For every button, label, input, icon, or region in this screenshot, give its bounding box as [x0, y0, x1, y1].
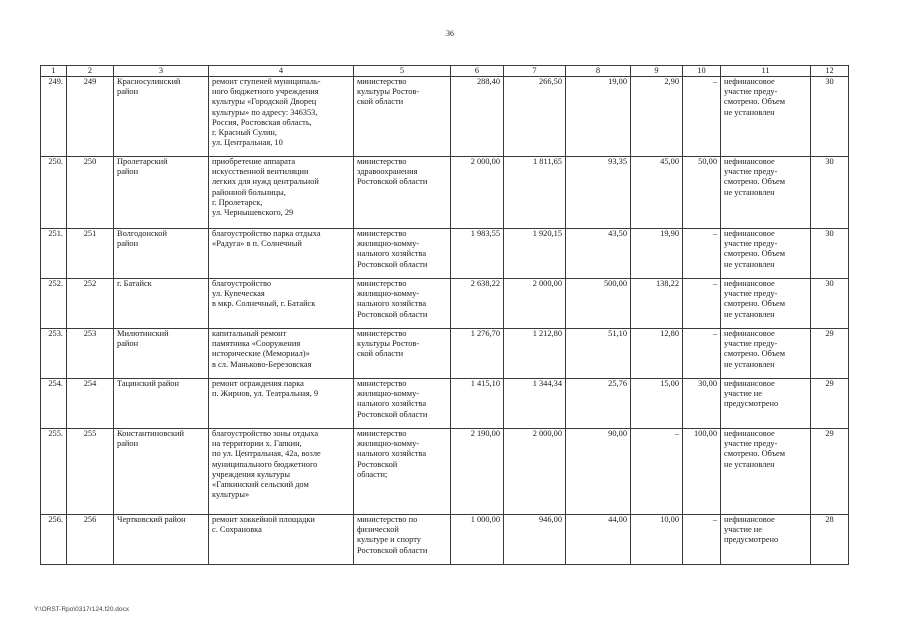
col-12-value: 29: [811, 429, 849, 515]
col-9-value: –: [631, 429, 683, 515]
table-row: [41, 279, 849, 329]
page-number: 36: [446, 29, 454, 38]
regional-budget: 946,00: [504, 515, 566, 565]
non-financial-participation: нефинансовое участие не предусмотрено: [721, 379, 811, 429]
local-budget: 25,76: [566, 379, 631, 429]
col-header: 1: [41, 66, 67, 77]
district: Тацинский район: [114, 379, 209, 429]
col-header: 11: [721, 66, 811, 77]
col-header: 10: [683, 66, 721, 77]
non-financial-participation: нефинансовое участие не предусмотрено: [721, 515, 811, 565]
non-financial-participation: нефинансовое участие преду- смотрено. Объем не установлен: [721, 429, 811, 515]
col-12-value: 30: [811, 157, 849, 229]
col-header: 5: [354, 66, 451, 77]
item-number: 251: [67, 229, 114, 279]
regional-budget: 1 212,80: [504, 329, 566, 379]
table-row: [41, 77, 849, 157]
project-description: благоустройство зоны отдыха на территории х. Гапкин, по ул. Центральная, 42а, возле муниципального бюджетного учреждения культуры «Гапкинский сельский дом культуры»: [209, 429, 354, 515]
col-header: 12: [811, 66, 849, 77]
item-number: 249: [67, 77, 114, 157]
responsible-ministry: министерство жилищно-комму- нального хозяйства Ростовской области: [354, 229, 451, 279]
col-header: 2: [67, 66, 114, 77]
col-header: 3: [114, 66, 209, 77]
local-budget: 44,00: [566, 515, 631, 565]
col-12-value: 28: [811, 515, 849, 565]
project-description: ремонт ступеней муниципаль- ного бюджетного учреждения культуры «Городской Дворец культуры» по адресу: 346353, Россия, Ростовская область, г. Красный Сулин, ул. Центральная, 10: [209, 77, 354, 157]
responsible-ministry: министерство жилищно-комму- нального хозяйства Ростовской области: [354, 279, 451, 329]
file-path-footer: Y:\ORST-Rpo\0317r124.f20.docx: [34, 606, 130, 613]
local-budget: 51,10: [566, 329, 631, 379]
regional-budget: 2 000,00: [504, 429, 566, 515]
responsible-ministry: министерство культуры Ростов- ской области: [354, 329, 451, 379]
col-10-value: 30,00: [683, 379, 721, 429]
non-financial-participation: нефинансовое участие преду- смотрено. Объем не установлен: [721, 157, 811, 229]
col-9-value: 15,00: [631, 379, 683, 429]
responsible-ministry: министерство здравоохранения Ростовской области: [354, 157, 451, 229]
col-header: 8: [566, 66, 631, 77]
responsible-ministry: министерство культуры Ростов- ской области: [354, 77, 451, 157]
total-amount: 2 000,00: [451, 157, 504, 229]
project-description: благоустройство парка отдыха «Радуга» в п. Солнечный: [209, 229, 354, 279]
responsible-ministry: министерство жилищно-комму- нального хозяйства Ростовской области: [354, 379, 451, 429]
col-9-value: 19,90: [631, 229, 683, 279]
regional-budget: 1 344,34: [504, 379, 566, 429]
non-financial-participation: нефинансовое участие преду- смотрено. Объем не установлен: [721, 329, 811, 379]
district: Константиновский район: [114, 429, 209, 515]
district: Чертковский район: [114, 515, 209, 565]
table-row: [41, 329, 849, 379]
non-financial-participation: нефинансовое участие преду- смотрено. Объем не установлен: [721, 279, 811, 329]
col-header: 6: [451, 66, 504, 77]
total-amount: 1 000,00: [451, 515, 504, 565]
regional-budget: 2 000,00: [504, 279, 566, 329]
non-financial-participation: нефинансовое участие преду- смотрено. Объем не установлен: [721, 229, 811, 279]
col-10-value: 100,00: [683, 429, 721, 515]
col-10-value: –: [683, 515, 721, 565]
col-9-value: 12,80: [631, 329, 683, 379]
district: г. Батайск: [114, 279, 209, 329]
district: Волгодонской район: [114, 229, 209, 279]
total-amount: 2 638,22: [451, 279, 504, 329]
col-10-value: –: [683, 77, 721, 157]
total-amount: 1 276,70: [451, 329, 504, 379]
col-10-value: –: [683, 329, 721, 379]
col-9-value: 138,22: [631, 279, 683, 329]
regional-budget: 1 811,65: [504, 157, 566, 229]
table-row: [41, 157, 849, 229]
item-number: 250: [67, 157, 114, 229]
local-budget: 90,00: [566, 429, 631, 515]
row-number: 255.: [41, 429, 67, 515]
table-row: [41, 429, 849, 515]
col-9-value: 45,00: [631, 157, 683, 229]
responsible-ministry: министерство по физической культуре и спорту Ростовской области: [354, 515, 451, 565]
column-number-row: [41, 66, 849, 77]
col-9-value: 2,90: [631, 77, 683, 157]
regional-budget: 1 920,15: [504, 229, 566, 279]
non-financial-participation: нефинансовое участие преду- смотрено. Объем не установлен: [721, 77, 811, 157]
project-description: благоустройство ул. Купеческая в мкр. Солнечный, г. Батайск: [209, 279, 354, 329]
row-number: 250.: [41, 157, 67, 229]
row-number: 251.: [41, 229, 67, 279]
table-row: [41, 515, 849, 565]
item-number: 254: [67, 379, 114, 429]
local-budget: 500,00: [566, 279, 631, 329]
responsible-ministry: министерство жилищно-комму- нального хозяйства Ростовской области;: [354, 429, 451, 515]
item-number: 255: [67, 429, 114, 515]
total-amount: 1 415,10: [451, 379, 504, 429]
item-number: 253: [67, 329, 114, 379]
row-number: 252.: [41, 279, 67, 329]
col-12-value: 29: [811, 379, 849, 429]
local-budget: 19,00: [566, 77, 631, 157]
district: Милютинский район: [114, 329, 209, 379]
col-12-value: 30: [811, 77, 849, 157]
project-description: приобретение аппарата искусственной вентиляции легких для нужд центральной районной больницы, г. Пролетарск, ул. Чернышевского, 29: [209, 157, 354, 229]
col-12-value: 29: [811, 329, 849, 379]
total-amount: 288,40: [451, 77, 504, 157]
col-12-value: 30: [811, 279, 849, 329]
local-budget: 43,50: [566, 229, 631, 279]
project-description: капитальный ремонт памятника «Сооружения исторические (Мемориал)» в сл. Маньково-Березовская: [209, 329, 354, 379]
item-number: 252: [67, 279, 114, 329]
total-amount: 2 190,00: [451, 429, 504, 515]
program-table: [40, 65, 849, 565]
project-description: ремонт хоккейной площадки с. Сохрановка: [209, 515, 354, 565]
col-10-value: –: [683, 229, 721, 279]
col-header: 4: [209, 66, 354, 77]
regional-budget: 266,50: [504, 77, 566, 157]
row-number: 253.: [41, 329, 67, 379]
total-amount: 1 983,55: [451, 229, 504, 279]
project-description: ремонт ограждения парка п. Жирнов, ул. Театральная, 9: [209, 379, 354, 429]
col-header: 9: [631, 66, 683, 77]
table-row: [41, 229, 849, 279]
table-row: [41, 379, 849, 429]
row-number: 256.: [41, 515, 67, 565]
col-12-value: 30: [811, 229, 849, 279]
row-number: 254.: [41, 379, 67, 429]
district: Красносулинский район: [114, 77, 209, 157]
col-10-value: –: [683, 279, 721, 329]
col-10-value: 50,00: [683, 157, 721, 229]
col-header: 7: [504, 66, 566, 77]
item-number: 256: [67, 515, 114, 565]
local-budget: 93,35: [566, 157, 631, 229]
row-number: 249.: [41, 77, 67, 157]
col-9-value: 10,00: [631, 515, 683, 565]
district: Пролетарский район: [114, 157, 209, 229]
